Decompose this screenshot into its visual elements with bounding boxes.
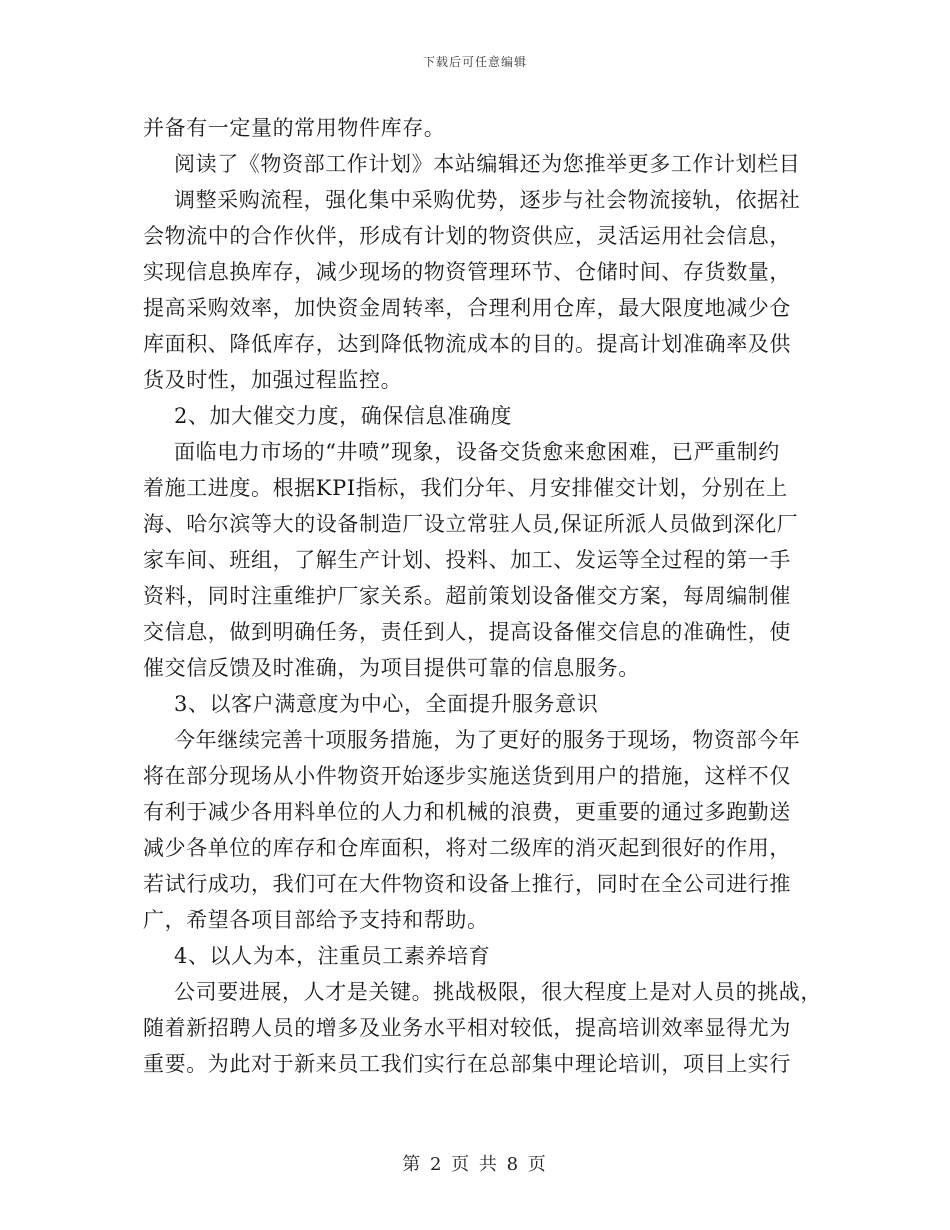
page-header: 下载后可任意编辑 (422, 55, 527, 69)
text-line: 着施工进度。根据KPI指标，我们分年、月安排催交计划，分别在上 (143, 476, 788, 500)
section-heading: 3、以客户满意度为中心，全面提升服务意识 (174, 692, 599, 716)
text-line: 催交信反馈及时准确，为项目提供可靠的信息服务。 (143, 656, 640, 680)
text-line: 会物流中的合作伙伴，形成有计划的物资供应，灵活运用社会信息， (143, 224, 791, 248)
text-line: 调整采购流程，强化集中采购优势，逐步与社会物流接轨，依据社 (174, 188, 801, 212)
text-line: 库面积、降低库存，达到降低物流成本的目的。提高计划准确率及供 (143, 332, 791, 356)
text-line: 将在部分现场从小件物资开始逐步实施送货到用户的措施，这样不仅 (143, 764, 791, 788)
text-line: 交信息，做到明确任务，责任到人，提高设备催交信息的准确性，使 (143, 620, 791, 644)
text-line: 面临电力市场的“井喷”现象，设备交货愈来愈困难，已严重制约 (174, 440, 780, 464)
section-heading: 4、以人为本，注重员工素养培育 (174, 944, 491, 968)
text-line: 海、哈尔滨等大的设备制造厂设立常驻人员,保证所派人员做到深化厂 (143, 512, 799, 536)
text-line: 减少各单位的库存和仓库面积，将对二级库的消灭起到很好的作用， (143, 836, 791, 860)
text-line: 资料，同时注重维护厂家关系。超前策划设备催交方案，每周编制催 (143, 584, 791, 608)
section-heading: 2、加大催交力度，确保信息准确度 (174, 404, 512, 428)
text-line: 货及时性，加强过程监控。 (143, 368, 403, 392)
text-line: 实现信息换库存，减少现场的物资管理环节、仓储时间、存货数量， (143, 260, 791, 284)
text-line: 若试行成功，我们可在大件物资和设备上推行，同时在全公司进行推 (143, 872, 791, 896)
page-number-footer: 第 2 页 共 8 页 (402, 1154, 548, 1175)
text-line: 并备有一定量的常用物件库存。 (143, 116, 446, 140)
text-line: 重要。为此对于新来员工我们实行在总部集中理论培训，项目上实行 (143, 1052, 791, 1076)
text-line: 随着新招聘人员的增多及业务水平相对较低，提高培训效率显得尤为 (143, 1016, 791, 1040)
text-line: 今年继续完善十项服务措施，为了更好的服务于现场，物资部今年 (174, 728, 801, 752)
text-line: 提高采购效率，加快资金周转率，合理利用仓库，最大限度地减少仓 (143, 296, 791, 320)
text-line: 阅读了《物资部工作计划》本站编辑还为您推举更多工作计划栏目 (174, 152, 801, 176)
text-line: 广，希望各项目部给予支持和帮助。 (143, 908, 489, 932)
text-line: 家车间、班组，了解生产计划、投料、加工、发运等全过程的第一手 (143, 548, 791, 572)
text-line: 有利于减少各用料单位的人力和机械的浪费，更重要的通过多跑勤送 (143, 800, 791, 824)
document-body (143, 110, 833, 1082)
text-line: 公司要进展，人才是关键。挑战极限，很大程度上是对人员的挑战， (174, 980, 822, 1004)
